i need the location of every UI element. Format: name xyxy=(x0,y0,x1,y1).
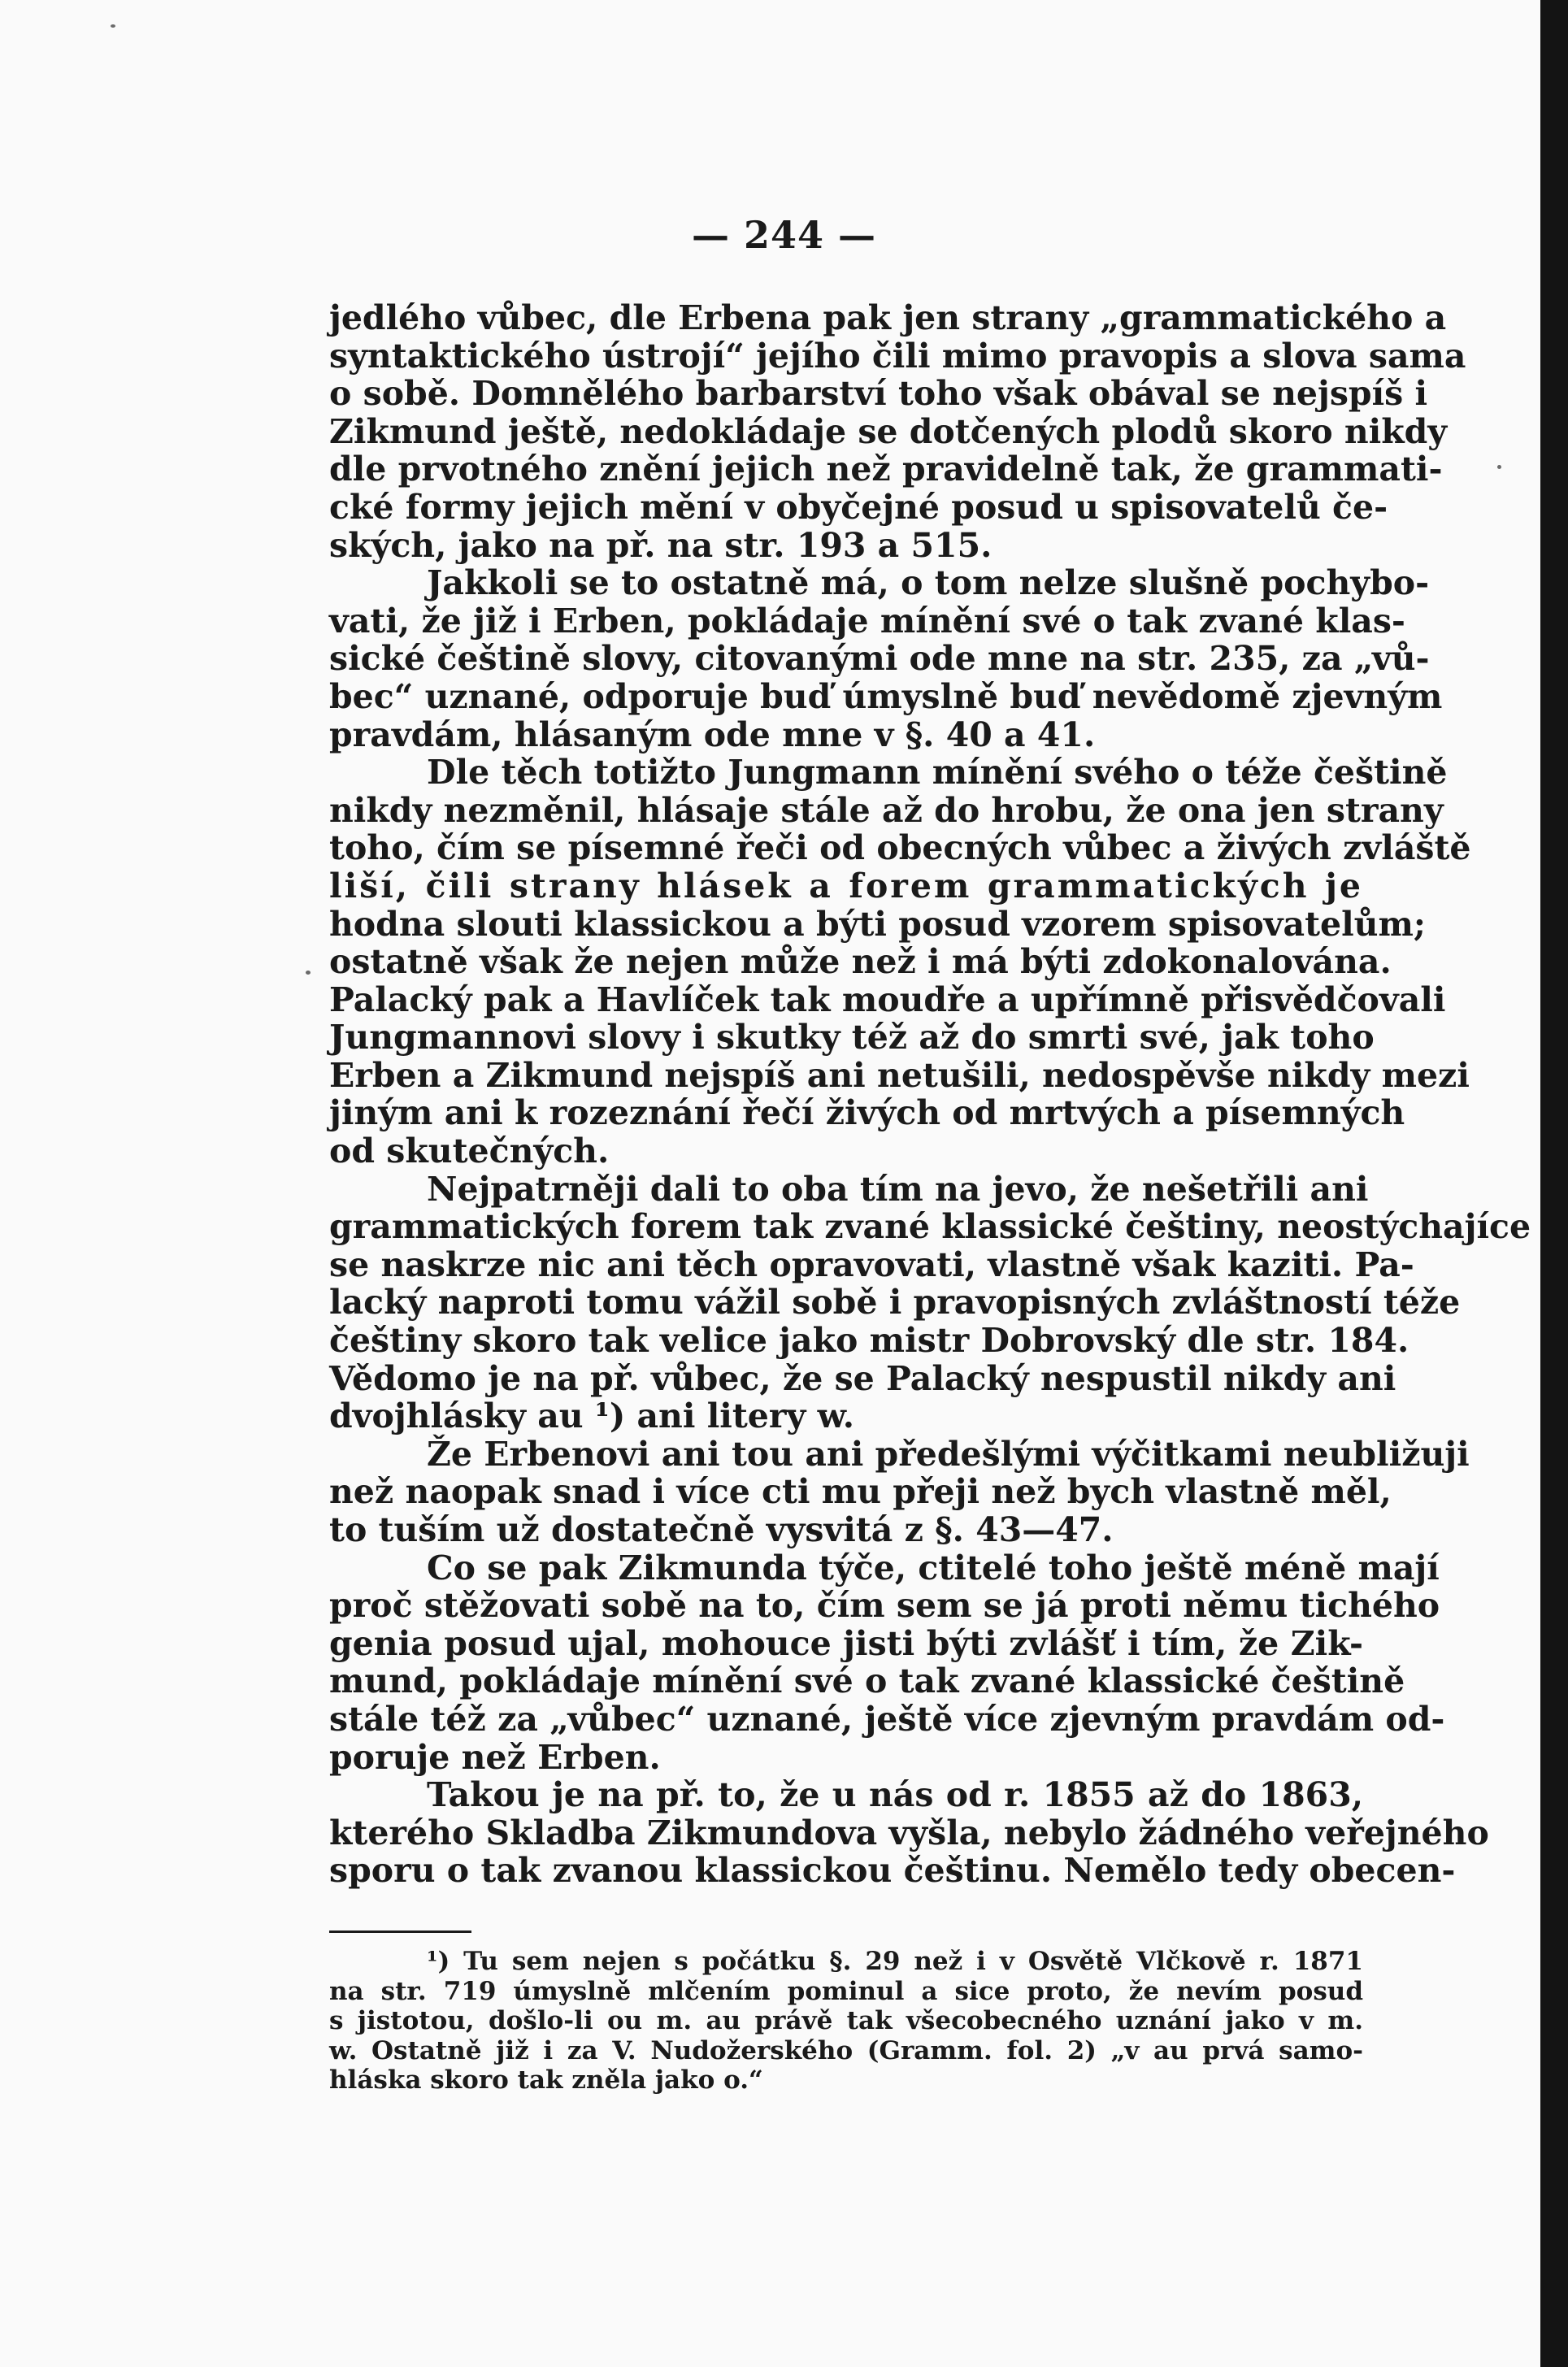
scan-speck xyxy=(111,24,115,28)
text-line: ostatně však že nejen může než i má býti zdokonalována. xyxy=(329,942,1392,982)
text-line: Takou je na př. to, že u nás od r. 1855 až do 1863, xyxy=(427,1775,1363,1815)
text-line: dle prvotného znění jejich než pravidelně tak, že grammati- xyxy=(329,450,1443,489)
scan-speck xyxy=(1497,465,1501,469)
text-line: než naopak snad i více cti mu přeji než bych vlastně měl, xyxy=(329,1472,1392,1512)
page-number: — 244 — xyxy=(691,213,877,257)
text-line: Jakkoli se to ostatně má, o tom nelze slušně pochybo- xyxy=(427,563,1430,603)
text-line: Vědomo je na př. vůbec, že se Palacký nespustil nikdy ani xyxy=(329,1358,1396,1398)
text-line: liší, čili strany hlásek a forem grammatických je xyxy=(329,866,1363,906)
text-line: češtiny skoro tak velice jako mistr Dobrovský dle str. 184. xyxy=(329,1321,1409,1361)
text-line: jiným ani k rozeznání řečí živých od mrtvých a písemných xyxy=(329,1093,1405,1133)
text-line: o sobě. Domnělého barbarství toho však obával se nejspíš i xyxy=(329,374,1428,414)
text-line: lacký naproti tomu vážil sobě i pravopisných zvláštností téže xyxy=(329,1283,1461,1322)
text-line: kterého Skladba Zikmundova vyšla, nebylo žádného veřejného xyxy=(329,1813,1489,1852)
text-line: hodna slouti klassickou a býti posud vzorem spisovatelům; xyxy=(329,904,1426,944)
text-line: nikdy nezměnil, hlásaje stále až do hrobu, že ona jen strany xyxy=(329,790,1444,830)
scan-speck xyxy=(306,971,311,975)
text-line: Že Erbenovi ani tou ani předešlými výčitkami neubližuji xyxy=(427,1434,1470,1474)
text-line: vati, že již i Erben, pokládaje mínění své o tak zvané klas- xyxy=(329,601,1405,641)
text-line: od skutečných. xyxy=(329,1131,610,1171)
text-line: grammatických forem tak zvané klassické češtiny, neostýchajíce xyxy=(329,1207,1531,1247)
text-line: stále též za „vůbec“ uznané, ještě více zjevným pravdám od- xyxy=(329,1699,1445,1739)
text-line: to tuším už dostatečně vysvitá z §. 43—47. xyxy=(329,1510,1114,1549)
text-line: Erben a Zikmund nejspíš ani netušili, nedospěvše nikdy mezi xyxy=(329,1055,1470,1095)
text-line: Zikmund ještě, nedokládaje se dotčených plodů skoro nikdy xyxy=(329,411,1448,451)
text-line: Jungmannovi slovy i skutky též až do smrti své, jak toho xyxy=(329,1018,1375,1058)
body-text xyxy=(329,298,1531,1891)
text-line: Nejpatrněji dali to oba tím na jevo, že nešetřili ani xyxy=(427,1169,1369,1209)
scan-edge-bar xyxy=(1540,0,1568,2367)
text-line: ských, jako na př. na str. 193 a 515. xyxy=(329,525,992,565)
footnote-line: w. Ostatně již i za V. Nudožerského (Gramm. fol. 2) „v au prvá samo- xyxy=(329,2035,1363,2065)
text-line: bec“ uznané, odporuje buď úmyslně buď nevědomě zjevným xyxy=(329,676,1443,716)
text-line: poruje než Erben. xyxy=(329,1737,661,1777)
text-line: Palacký pak a Havlíček tak moudře a upřímně přisvědčovali xyxy=(329,979,1446,1019)
text-line: sporu o tak zvanou klassickou češtinu. Nemělo tedy obecen- xyxy=(329,1851,1456,1891)
text-line: genia posud ujal, mohouce jisti býti zvlášť i tím, že Zik- xyxy=(329,1623,1363,1663)
footnote-line: ¹) Tu sem nejen s počátku §. 29 než i v Osvětě Vlčkově r. 1871 xyxy=(427,1947,1363,1976)
text-line: proč stěžovati sobě na to, čím sem se já proti němu tichého xyxy=(329,1586,1440,1626)
text-line: syntaktického ústrojí“ jejího čili mimo pravopis a slova sama xyxy=(329,336,1466,376)
text-line: toho, čím se písemné řeči od obecných vůbec a živých zvláště xyxy=(329,828,1471,868)
text-line: Co se pak Zikmunda týče, ctitelé toho ještě méně mají xyxy=(427,1548,1440,1587)
text-line: se naskrze nic ani těch opravovati, vlastně však kaziti. Pa- xyxy=(329,1244,1414,1284)
text-line: pravdám, hlásaným ode mne v §. 40 a 41. xyxy=(329,714,1096,754)
text-line: jedlého vůbec, dle Erbena pak jen strany „grammatického a xyxy=(329,298,1447,337)
footnote-line: na str. 719 úmyslně mlčením pominul a sice proto, že nevím posud xyxy=(329,1976,1363,2006)
text-line: Dle těch totižto Jungmann mínění svého o téže češtině xyxy=(427,753,1448,793)
footnotes xyxy=(329,1947,1363,2096)
text-line: cké formy jejich mění v obyčejné posud u spisovatelů če- xyxy=(329,487,1388,527)
text-line: sické češtině slovy, citovanými ode mne na str. 235, za „vů- xyxy=(329,639,1430,679)
text-line: mund, pokládaje mínění své o tak zvané klassické češtině xyxy=(329,1661,1405,1701)
text-line: dvojhlásky au ¹) ani litery w. xyxy=(329,1396,855,1436)
footnote-divider xyxy=(329,1931,471,1933)
footnote-line: hláska skoro tak zněla jako o.“ xyxy=(329,2065,763,2096)
footnote-line: s jistotou, došlo-li ou m. au právě tak všecobecného uznání jako v m. xyxy=(329,2006,1363,2036)
